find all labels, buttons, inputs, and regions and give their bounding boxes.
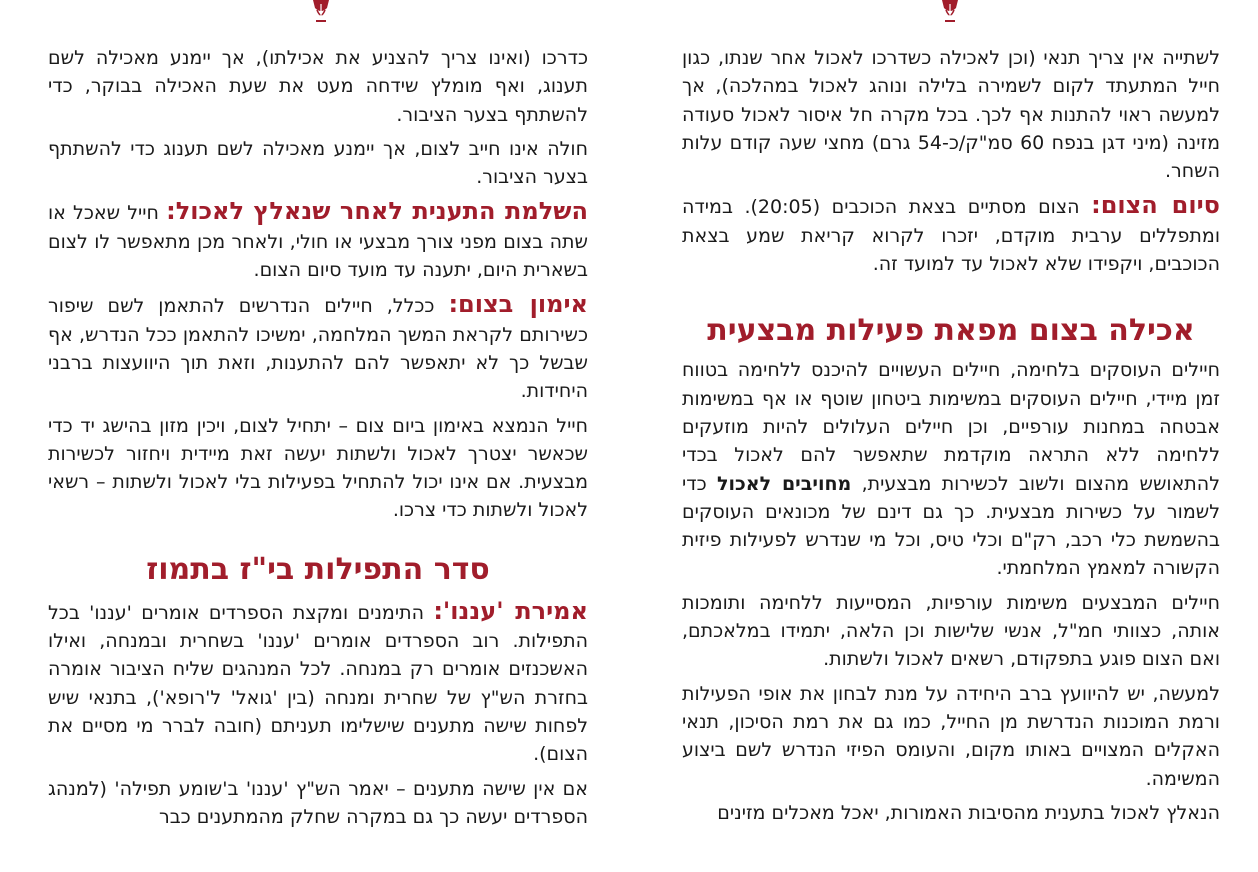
paragraph-anenu	[48, 597, 588, 769]
paragraph-text: כדי לשמור על כשירות מבצעית. כך גם דינם של מכונאים העוסקים בהשמשת כלי רכב, רק"ם וכלי טיס, וכל מי שנדרש לפעילות פיזית הקשורה למאמץ המלחמתי.	[682, 472, 1220, 580]
paragraph: חייל הנמצא באימון ביום צום – יתחיל לצום, ויכין מזון בהישג יד כדי שכאשר יצטרך לאכול ולשתות יעשה זאת מיידית ויחזור לכשירות מבצעית. אם אינו יכול להתחיל בפעילות בלי לאכול ולשתות – רשאי לאכול ולשתות כדי צרכו.	[48, 414, 588, 522]
term-completing-fast: השלמת התענית לאחר שנאלץ לאכול:	[166, 197, 588, 226]
paragraph-text: חייל שאכל או שתה בצום מפני צורך מבצעי או חולי, ולאחר מכן מתאפשר לו לצום בשארית היום, יתענה עד מועד סיום הצום.	[48, 202, 588, 282]
paragraph: הנאלץ לאכול בתענית מהסיבות האמורות, יאכל מאכלים מזינים	[717, 801, 1220, 824]
paragraph: חולה אינו חייב לצום, אך יימנע מאכילה לשם תענוג כדי להשתתף בצער הציבור.	[48, 137, 588, 189]
paragraph-obligation	[682, 356, 1220, 582]
section-heading: סדר התפילות בי"ז בתמוז	[146, 551, 490, 587]
paragraph-text: חיילים העוסקים בלחימה, חיילים העשויים להיכנס ללחימה בטווח זמן מיידי, חיילים העוסקים במשימות ביטחון שוטף או אף במשימות אבטחה במחנות עורפיים, וכן חיילים העלולים להיות מוזעקים ללחימה ללא התראה מוקדמת שתאפשר להם לאכול בכדי להתאושש מהצום ולשוב לכשירות מבצעית,	[682, 359, 1220, 495]
bold-phrase: מחויבים לאכול	[716, 472, 852, 495]
paragraph: לשתייה אין צריך תנאי (וכן לאכילה כשדרכו לאכול אחר שנתו, כגון חייל המתעתד לקום לשמירה בלילה ונוהג לאכול במהלכה), אך למעשה ראוי להתנות אף לכך. בכל מקרה חל איסור לאכול סעודה מזינה (מיני דגן בנפח 60 סמ"ק/כ-54 גרם) מחצי שעה קודם עלות השחר.	[682, 47, 1220, 183]
emblem-icon	[309, 0, 333, 24]
left-column	[48, 44, 588, 837]
paragraph-text: הצום מסתיים בצאת הכוכבים (20:05). במידה ומתפללים ערבית מוקדם, יזכרו לקרוא קריאת שמע בצאת הכוכבים, ויקפידו שלא לאכול עד למועד זה.	[682, 196, 1220, 276]
term-training: אימון בצום:	[448, 290, 588, 319]
paragraph: חיילים המבצעים משימות עורפיות, המסייעות ללחימה ותומכות אותה, כצוותי חמ"ל, אנשי שלישות וכן הלאה, יתמידו במלאכתם, ואם הצום פוגע בתפקודם, רשאים לאכול ולשתות.	[682, 591, 1220, 671]
paragraph-training	[48, 290, 588, 405]
right-column	[682, 44, 1220, 833]
emblem-icon	[938, 0, 962, 24]
section-heading: אכילה בצום מפאת פעילות מבצעית	[707, 313, 1195, 349]
term-anenu: אמירת 'עננו':	[433, 596, 588, 625]
term-fast-end: סיום הצום:	[1091, 191, 1220, 220]
paragraph: למעשה, יש להיוועץ ברב היחידה על מנת לבחון את אופי הפעילות ורמת המוכנות הנדרשת מן החייל, כמו גם את רמת הסיכון, תנאי האקלים המצויים באותו מקום, והעומס הפיזי הנדרש לשם ביצוע המשימה.	[682, 682, 1220, 790]
paragraph-completing-fast	[48, 197, 588, 284]
paragraph: כדרכו (ואינו צריך להצניע את אכילתו), אך יימנע מאכילה לשם תענוג, ואף מומלץ שידחה מעט את שעת האכילה בבוקר, כדי להשתתף בצער הציבור.	[48, 47, 588, 126]
paragraph-text: התימנים ומקצת הספרדים אומרים 'עננו' בכל התפילות. רוב הספרדים אומרים 'עננו' בשחרית ובמנחה, ואילו האשכנזים אומרים רק במנחה. לכל המנהגים שליח הציבור אומרה בחזרת הש"ץ של שחרית ומנחה (בין 'גואל' ל'רופא'), בתנאי שיש לפחות שישה מתענים שישלימו תעניתם (חובה לברר מי מסיים את הצום).	[48, 601, 588, 766]
paragraph-fast-end	[682, 191, 1220, 278]
paragraph: אם אין שישה מתענים – יאמר הש"ץ 'עננו' ב'שומע תפילה' (למנהג הספרדים יעשה כך גם במקרה שחלק מהמתענים כבר	[48, 777, 588, 828]
paragraph-text: ככלל, חיילים הנדרשים להתאמן לשם שיפור כשירותם לקראת המשך המלחמה, ימשיכו להתאמן ככל הנדרש, אף שבשל כך לא יתאפשר להם להתענות, וזאת תוך היוועצות ברבני היחידות.	[48, 295, 588, 403]
